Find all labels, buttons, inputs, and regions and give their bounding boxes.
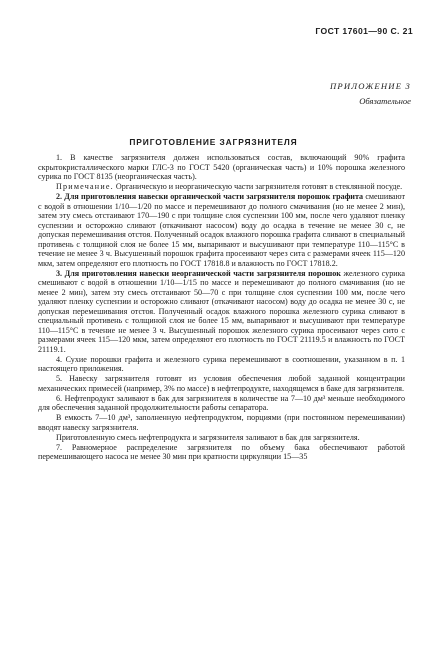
paragraph-6a: В емкость 7—10 дм³, заполненную нефтепродуктом, порциями (при постоянном перемешивании) вводят навеску загрязнителя. [38, 413, 405, 432]
paragraph-2 [38, 192, 405, 268]
paragraph-3 [38, 269, 405, 355]
paragraph-4: 4. Сухие порошки графита и железного сурика перемешивают в соотношении, указанном в п. 1 настоящего приложения. [38, 354, 405, 373]
paragraph-3-lead: 3. Для приготовления навески неорганической части загрязнителя порошок [56, 268, 341, 278]
document-body [38, 153, 405, 462]
section-title: ПРИГОТОВЛЕНИЕ ЗАГРЯЗНИТЕЛЯ [129, 137, 298, 147]
paragraph-3-text: железного сурика смешивают с водой в отношении 1/10—1/15 по массе и перемешивают до полного смачивания (но не менее 2 мин), затем эту смесь отстаивают 50—70 с при толщине слоя суспензии 100 мм, после чего удаляют пленку суспензии и осторожно сливают (откачивают насосом) воду до осадка не менее 30 с, не допуская перемешивания отстоя. Полученный осадок влажного порошка железного сурика сливают в специальный противень с толщиной слоя не более 15 мм, выпаривают и высушивают при температуре 110—115°С в течение не менее 3 ч. Высушенный порошок железного сурика просеивают через сито с размерами ячеек 115—120 мкм, затем определяют его плотность по ГОСТ 21119.5 и влажность по ГОСТ 21119.1. [38, 268, 405, 354]
note-label: Примечание. [56, 182, 114, 191]
note-text: Органическую и неорганическую части загрязнителя готовят в стеклянной посуде. [115, 182, 403, 191]
paragraph-1: 1. В качестве загрязнителя должен использоваться состав, включающий 90% графита скрытокристаллического марки ГЛС-3 по ГОСТ 5420 (органическая часть) и 10% порошка железного сурика по ГОСТ 8135 (неорганическая часть). [38, 153, 405, 181]
paragraph-5: 5. Навеску загрязнителя готовят из условия обеспечения любой заданной концентрации механических примесей (например, 3% по массе) в нефтепродукте, находящемся в баке для загрязнителя. [38, 374, 405, 393]
page-header-ref: ГОСТ 17601—90 С. 21 [315, 26, 413, 36]
paragraph-6: 6. Нефтепродукт заливают в бак для загрязнителя в количестве на 7—10 дм³ меньше необходимого для обеспечения заданной продолжительности работы сепаратора. [38, 393, 405, 412]
appendix-status: Обязательное [359, 96, 411, 106]
paragraph-7: 7. Равномерное распределение загрязнителя по объему бака обеспечивают работой перемешивающего насоса не менее 30 мин при кратности циркуляции 15—35 [38, 442, 405, 461]
paragraph-2-lead: 2. Для приготовления навески органической части загрязнителя порошок графита [56, 192, 364, 201]
note-paragraph [38, 182, 405, 192]
appendix-label: ПРИЛОЖЕНИЕ 3 [330, 81, 411, 91]
paragraph-6b: Приготовленную смесь нефтепродукта и загрязнителя заливают в бак для загрязнителя. [56, 432, 360, 442]
paragraph-2-text: смешивают с водой в отношении 1/10—1/20 по массе и перемешивают до полного смачивания (но не менее 2 мин), затем эту смесь отстаивают 170—190 с при толщине слоя суспензии 100 мм, после чего удаляют пленку суспензии и осторожно сливают (откачивают насосом) воду до осадка в течение не менее 30 с, не допуская перемешивания отстоя. Полученный осадок влажного порошка графита сливают в специальный противень с толщиной слоя не более 15 мм, выпаривают и высушивают при температуре 110—115°С в течение не менее 3 ч. Высушенный порошок графита просеивают через сита с размерами ячеек 115—120 мкм, затем определяют его плотность по ГОСТ 17818.8 и влажность по ГОСТ 17818.2. [38, 192, 405, 268]
